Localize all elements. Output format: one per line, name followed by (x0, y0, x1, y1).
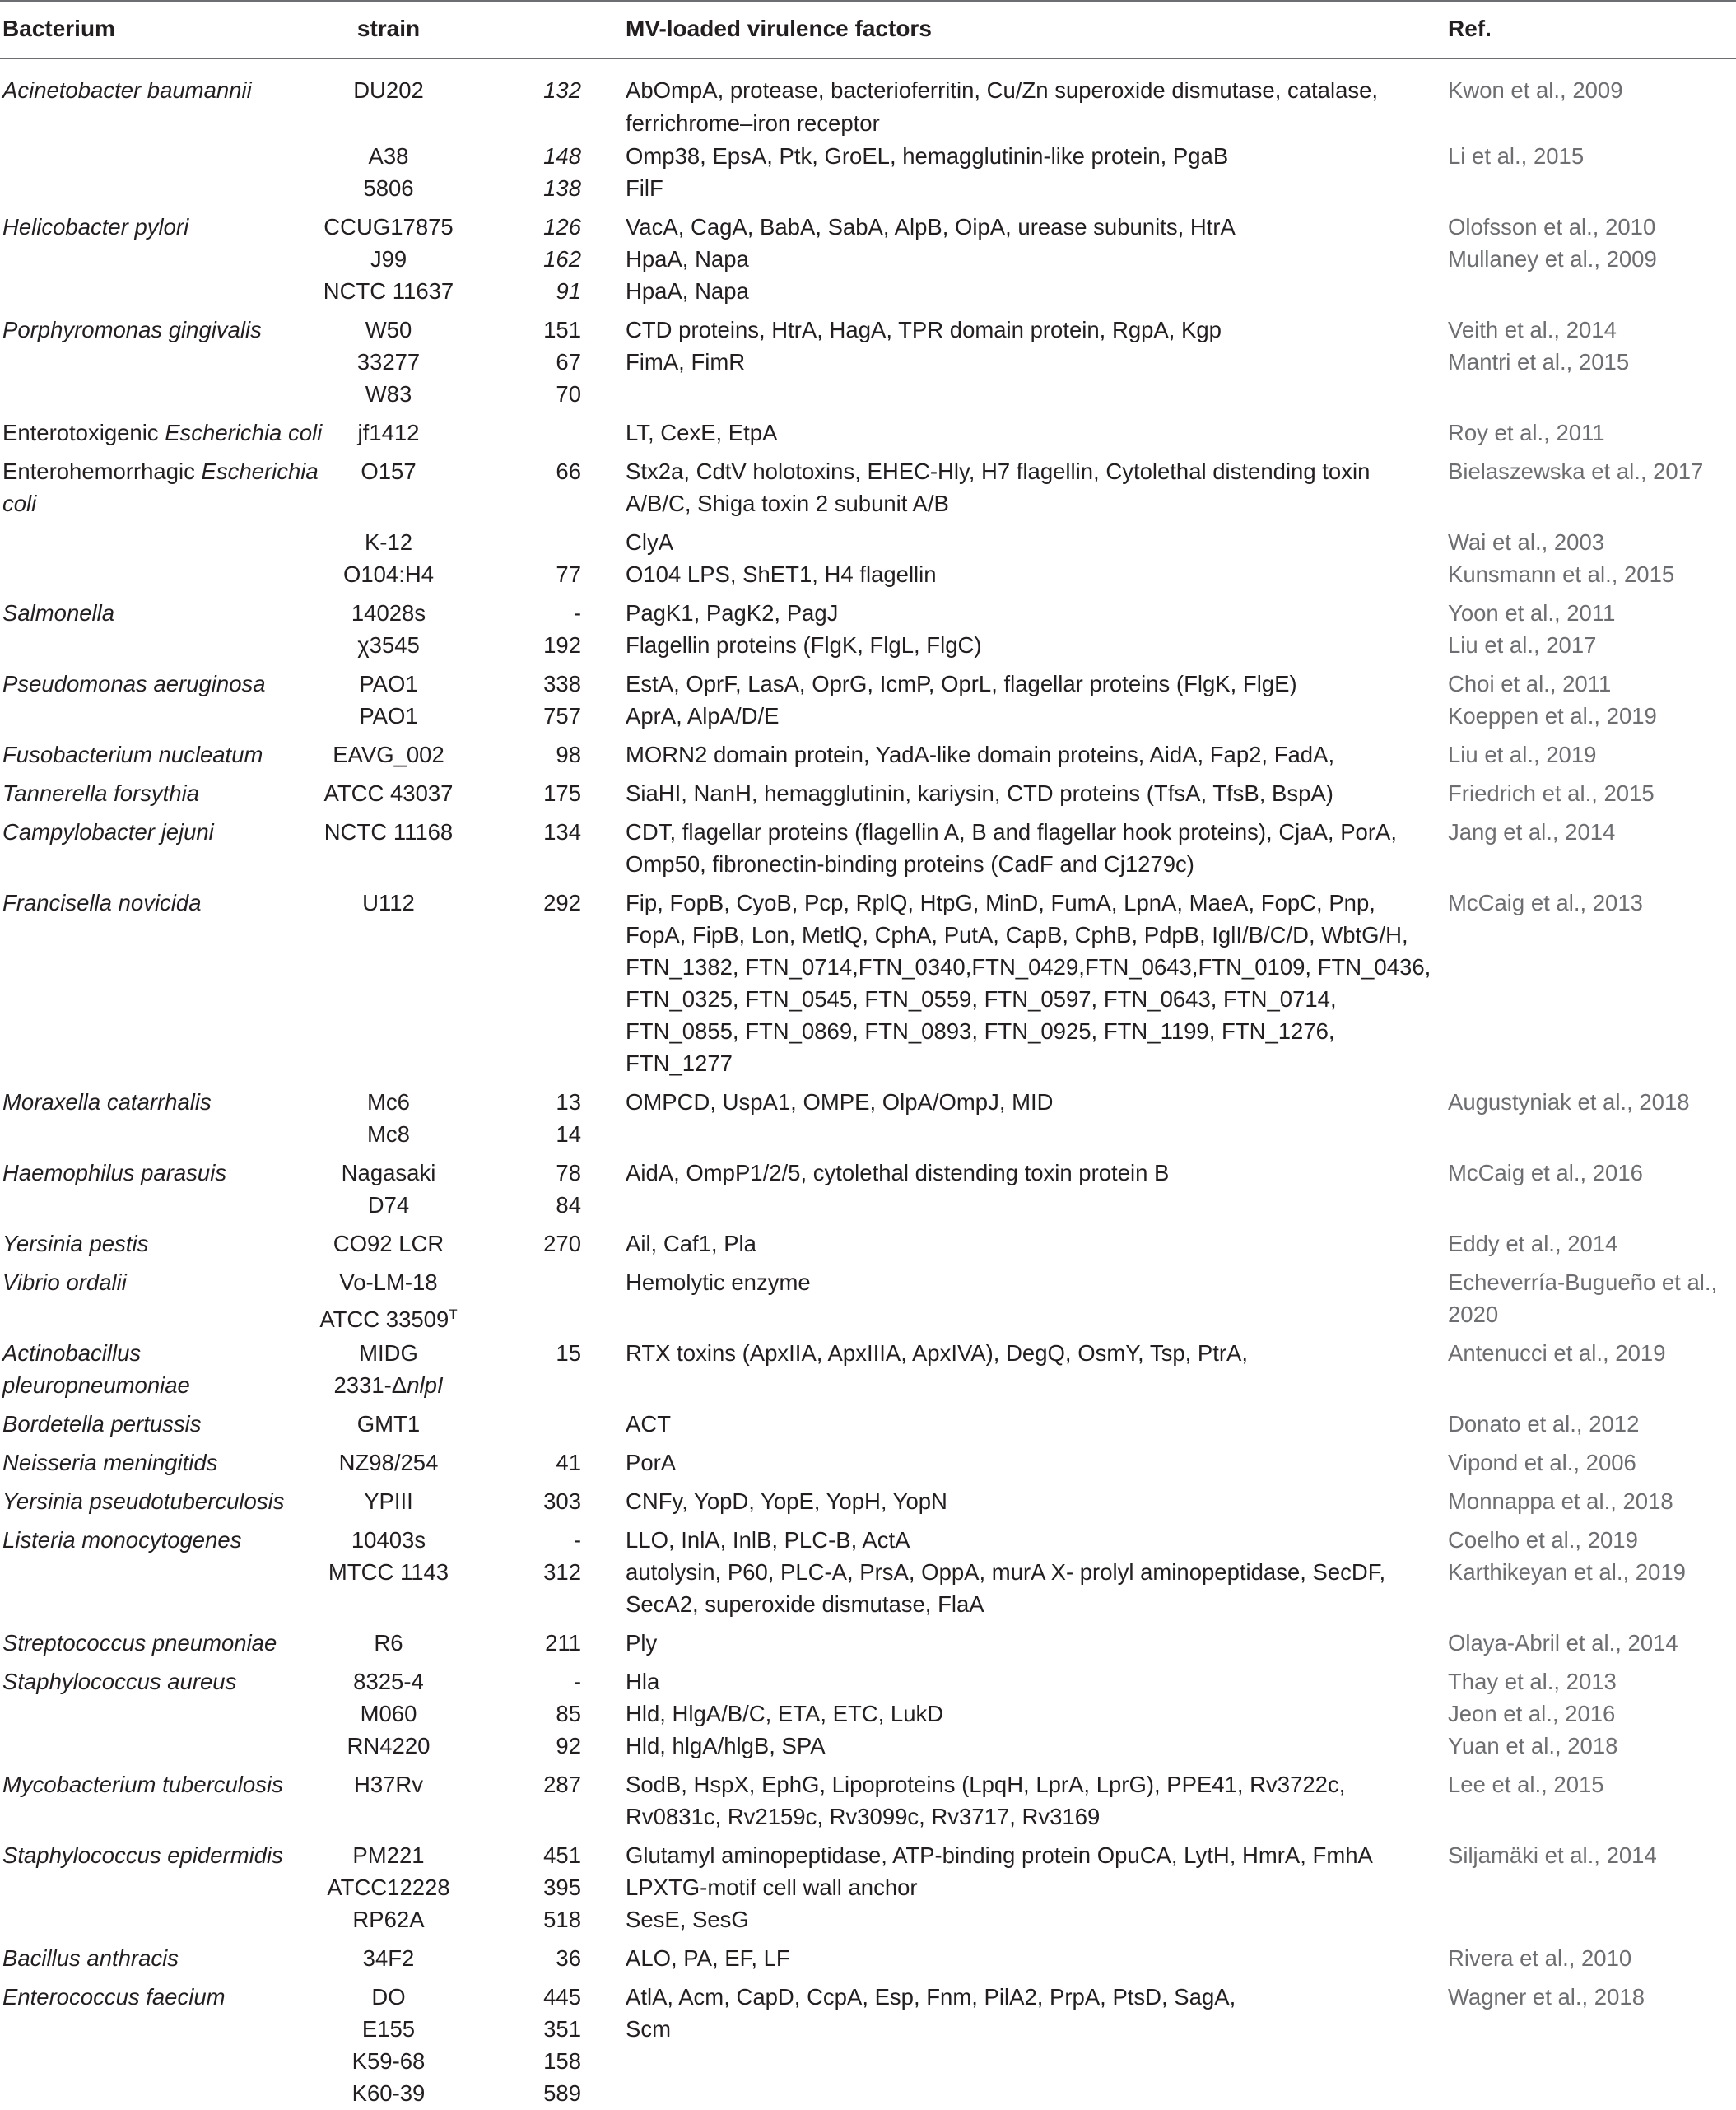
virulence-factors-cell: CTD proteins, HtrA, HagA, TPR domain protein, RgpA, Kgp (626, 317, 1222, 342)
strain-name: Nagasaki (341, 1160, 436, 1185)
protein-count: 395 (543, 1875, 581, 1900)
strain-name: ATCC12228 (327, 1875, 450, 1900)
virulence-factors-cell: Hld, HlgA/B/C, ETA, ETC, LukD (626, 1701, 944, 1726)
virulence-factors-cell: AtlA, Acm, CapD, CcpA, Esp, Fnm, PilA2, PrpA, PtsD, SagA, (626, 1984, 1236, 2010)
strain-cell (269, 1118, 508, 1150)
bacterium-name: Escherichia coli (165, 420, 323, 445)
virulence-factors-cell: Omp38, EpsA, Ptk, GroEL, hemagglutinin-like protein, PgaB (626, 143, 1229, 169)
bacterium-name: Bacillus anthracis (2, 1945, 179, 1971)
top-rule (0, 0, 1736, 2)
virulence-factors-cell: HpaA, Napa (626, 278, 749, 304)
strain-cell (269, 1698, 508, 1730)
strain-cell (269, 629, 508, 661)
bacterium-cell (2, 738, 263, 771)
strain-superscript: T (449, 1307, 458, 1322)
protein-count: 36 (556, 1945, 581, 1971)
protein-count: - (573, 600, 581, 626)
strain-cell (269, 74, 508, 106)
strain-name: Vo-LM-18 (339, 1269, 438, 1295)
virulence-factors-cell: Fip, FopB, CyoB, Pcp, RplQ, HtpG, MinD, FumA, LpnA, MaeA, FopC, Pnp, (626, 890, 1375, 915)
protein-count: 78 (556, 1160, 581, 1185)
reference-cell: Friedrich et al., 2015 (1448, 780, 1655, 806)
strain-name: A38 (368, 143, 409, 169)
reference-cell: Jang et al., 2014 (1448, 819, 1616, 845)
bacterium-cell (2, 211, 188, 243)
virulence-factors-cell: PagK1, PagK2, PagJ (626, 600, 839, 626)
protein-count: 192 (543, 632, 581, 658)
bacterium-name: Staphylococcus aureus (2, 1669, 237, 1694)
bacterium-cell (2, 1768, 283, 1800)
bacterium-name: Listeria monocytogenes (2, 1527, 242, 1553)
protein-count: 132 (543, 77, 581, 103)
strain-name: GMT1 (356, 1411, 421, 1437)
virulence-factors-cell: A/B/C, Shiga toxin 2 subunit A/B (626, 491, 949, 516)
virulence-factors-cell: FTN_0855, FTN_0869, FTN_0893, FTN_0925, FTN_1199, FTN_1276, (626, 1018, 1335, 1044)
strain-name: W83 (365, 381, 412, 407)
virulence-factors-cell: Ply (626, 1630, 658, 1656)
strain-cell (269, 1337, 508, 1369)
virulence-factors-cell: ALO, PA, EF, LF (626, 1945, 790, 1971)
bacterium-cell (2, 777, 199, 809)
virulence-factors-cell: PorA (626, 1450, 677, 1475)
strain-cell (269, 455, 508, 487)
strain-name: M060 (360, 1701, 417, 1726)
protein-count: 138 (543, 175, 581, 201)
strain-name: 5806 (363, 175, 414, 201)
protein-count: - (573, 1527, 581, 1553)
protein-count: 148 (543, 143, 581, 169)
virulence-factors-cell: O104 LPS, ShET1, H4 flagellin (626, 561, 937, 587)
bacterium-cell (2, 74, 252, 106)
reference-cell: Eddy et al., 2014 (1448, 1231, 1618, 1256)
strain-name: 8325-4 (353, 1669, 424, 1694)
reference-cell: Monnappa et al., 2018 (1448, 1488, 1673, 1514)
bacterium-name: Yersinia pestis (2, 1231, 149, 1256)
strain-cell (269, 1446, 508, 1479)
virulence-factors-cell: RTX toxins (ApxIIA, ApxIIIA, ApxIVA), DegQ, OsmY, Tsp, PtrA, (626, 1340, 1249, 1366)
strain-name: DU202 (353, 77, 424, 103)
bacterium-cell (2, 1665, 236, 1698)
bacterium-cell (2, 1157, 226, 1189)
header-strain: strain (356, 16, 421, 41)
protein-count: 338 (543, 671, 581, 696)
strain-cell (269, 1942, 508, 1974)
strain-name: jf1412 (357, 420, 420, 445)
bacterium-cell (2, 1227, 148, 1260)
bacterium-name: Enterococcus faecium (2, 1984, 226, 2010)
bacterium-name: pleuropneumoniae (2, 1372, 190, 1398)
reference-cell: Kunsmann et al., 2015 (1448, 561, 1675, 587)
reference-cell: Vipond et al., 2006 (1448, 1450, 1636, 1475)
strain-name: χ3545 (357, 632, 420, 658)
strain-name: CO92 LCR (333, 1231, 444, 1256)
protein-count: 66 (556, 459, 581, 484)
reference-cell: Rivera et al., 2010 (1448, 1945, 1632, 1971)
strain-cell (269, 346, 508, 378)
protein-count: 13 (556, 1089, 581, 1115)
bacterium-name: Haemophilus parasuis (2, 1160, 227, 1185)
strain-name: CCUG17875 (323, 214, 454, 240)
protein-count: 84 (556, 1192, 581, 1218)
protein-count: 757 (543, 703, 581, 729)
protein-count: 175 (543, 780, 581, 806)
strain-cell (269, 1369, 508, 1401)
reference-cell: Karthikeyan et al., 2019 (1448, 1559, 1686, 1585)
protein-count: 77 (556, 561, 581, 587)
strain-cell (269, 1839, 508, 1871)
protein-count: 351 (543, 2016, 581, 2042)
bacterium-prefix: Enterohemorrhagic (2, 459, 202, 484)
virulence-factors-cell: LLO, InlA, InlB, PLC-B, ActA (626, 1527, 910, 1553)
bacterium-cell (2, 1627, 277, 1659)
reference-cell: 2020 (1448, 1302, 1499, 1327)
bacterium-name: Campylobacter jejuni (2, 819, 214, 845)
strain-name: D74 (367, 1192, 410, 1218)
strain-name: ATCC 43037 (323, 780, 454, 806)
strain-cell (269, 1730, 508, 1762)
strain-cell (269, 1485, 508, 1517)
header-virulence-factors: MV-loaded virulence factors (626, 16, 932, 41)
strain-name: J99 (370, 246, 407, 272)
bacterium-name: Vibrio ordalii (2, 1269, 127, 1295)
bacterium-cell (2, 887, 202, 919)
reference-cell: Echeverría-Bugueño et al., (1448, 1269, 1718, 1295)
virulence-factors-cell: SecA2, superoxide dismutase, FlaA (626, 1591, 984, 1617)
bacterium-name: Escherichia (201, 459, 319, 484)
reference-cell: Li et al., 2015 (1448, 143, 1585, 169)
reference-cell: Veith et al., 2014 (1448, 317, 1617, 342)
bacterium-cell (2, 1337, 141, 1369)
strain-name: O157 (361, 459, 417, 484)
reference-cell: Augustyniak et al., 2018 (1448, 1089, 1690, 1115)
virulence-factors-cell: Flagellin proteins (FlgK, FlgL, FlgC) (626, 632, 982, 658)
reference-cell: Antenucci et al., 2019 (1448, 1340, 1666, 1366)
strain-name: K60-39 (351, 2080, 426, 2106)
virulence-factors-cell: LPXTG-motif cell wall anchor (626, 1875, 918, 1900)
strain-cell (269, 1524, 508, 1556)
protein-count: 92 (556, 1733, 581, 1758)
strain-name: K59-68 (351, 2048, 426, 2074)
strain-name: RP62A (352, 1907, 425, 1932)
strain-name: PM221 (352, 1842, 425, 1868)
protein-count: 70 (556, 381, 581, 407)
reference-cell: Yuan et al., 2018 (1448, 1733, 1618, 1758)
virulence-factors-cell: CNFy, YopD, YopE, YopH, YopN (626, 1488, 947, 1514)
protein-count: 14 (556, 1121, 581, 1147)
strain-cell (269, 558, 508, 590)
virulence-factors-cell: Rv0831c, Rv2159c, Rv3099c, Rv3717, Rv3169 (626, 1804, 1101, 1829)
reference-cell: Kwon et al., 2009 (1448, 77, 1623, 103)
strain-cell (269, 1189, 508, 1221)
virulence-factors-cell: FilF (626, 175, 663, 201)
protein-count: 303 (543, 1488, 581, 1514)
protein-count: 67 (556, 349, 581, 375)
bacterium-name: Moraxella catarrhalis (2, 1089, 212, 1115)
bacterium-name: coli (2, 491, 37, 516)
strain-cell (269, 887, 508, 919)
virulence-factors-cell: Stx2a, CdtV holotoxins, EHEC-Hly, H7 flagellin, Cytolethal distending toxin (626, 459, 1371, 484)
virulence-factors-cell: SiaHI, NanH, hemagglutinin, kariysin, CTD proteins (TfsA, TfsB, BspA) (626, 780, 1333, 806)
strain-name: U112 (362, 890, 415, 915)
strain-name: H37Rv (353, 1772, 424, 1797)
bacterium-name: Neisseria meningitids (2, 1450, 218, 1475)
strain-name: E155 (361, 2016, 416, 2042)
strain-cell (269, 1298, 508, 1335)
protein-count: 158 (543, 2048, 581, 2074)
strain-cell (269, 700, 508, 732)
strain-cell (269, 378, 508, 410)
bacterium-prefix: Enterotoxigenic (2, 420, 165, 445)
bacterium-name: Helicobacter pylori (2, 214, 189, 240)
strain-cell (269, 417, 508, 449)
strain-name: MIDG (359, 1340, 418, 1366)
protein-count: 518 (543, 1907, 581, 1932)
protein-count: 445 (543, 1984, 581, 2010)
reference-cell: McCaig et al., 2013 (1448, 890, 1643, 915)
virulence-factors-cell: AbOmpA, protease, bacterioferritin, Cu/Zn superoxide dismutase, catalase, (626, 77, 1379, 103)
virulence-factors-cell: FTN_1382, FTN_0714,FTN_0340,FTN_0429,FTN_0643,FTN_0109, FTN_0436, (626, 954, 1431, 980)
protein-count: 41 (556, 1450, 581, 1475)
strain-name: Mc8 (367, 1121, 410, 1147)
bacterium-name: Yersinia pseudotuberculosis (2, 1488, 285, 1514)
strain-name: NCTC 11637 (323, 278, 454, 304)
strain-name: Mc6 (367, 1089, 410, 1115)
strain-name: O104:H4 (342, 561, 435, 587)
strain-cell (269, 1665, 508, 1698)
header-bacterium: Bacterium (2, 16, 115, 41)
protein-count: 589 (543, 2080, 581, 2106)
strain-name: 10403s (351, 1527, 426, 1553)
strain-name: PAO1 (359, 703, 418, 729)
protein-count: 15 (556, 1340, 581, 1366)
strain-cell (269, 1981, 508, 2013)
strain-name: NCTC 11168 (323, 819, 454, 845)
protein-count: 126 (543, 214, 581, 240)
strain-name: EAVG_002 (333, 742, 444, 767)
strain-cell (269, 140, 508, 172)
virulence-factors-cell: ferrichrome–iron receptor (626, 110, 880, 136)
strain-name: R6 (374, 1630, 403, 1656)
bacterium-cell (2, 1485, 284, 1517)
virulence-factors-cell: Glutamyl aminopeptidase, ATP-binding protein OpuCA, LytH, HmrA, FmhA (626, 1842, 1373, 1868)
strain-cell (269, 816, 508, 848)
reference-cell: Choi et al., 2011 (1448, 671, 1612, 696)
protein-count: 85 (556, 1701, 581, 1726)
strain-cell (269, 275, 508, 307)
virulence-factors-cell: ACT (626, 1411, 671, 1437)
reference-cell: Liu et al., 2019 (1448, 742, 1597, 767)
virulence-factors-cell: SesE, SesG (626, 1907, 749, 1932)
strain-cell (269, 1408, 508, 1440)
virulence-factors-cell: autolysin, P60, PLC-A, PrsA, OppA, murA X- prolyl aminopeptidase, SecDF, (626, 1559, 1386, 1585)
strain-cell (269, 1227, 508, 1260)
virulence-factors-cell: Hemolytic enzyme (626, 1269, 811, 1295)
reference-cell: Siljamäki et al., 2014 (1448, 1842, 1657, 1868)
bacterium-name: Porphyromonas gingivalis (2, 317, 262, 342)
bacterium-name: Streptococcus pneumoniae (2, 1630, 277, 1656)
strain-cell (269, 1086, 508, 1118)
virulence-factors-cell: EstA, OprF, LasA, OprG, IcmP, OprL, flagellar proteins (FlgK, FlgE) (626, 671, 1297, 696)
strain-cell (269, 1627, 508, 1659)
reference-cell: Wai et al., 2003 (1448, 529, 1605, 555)
strain-cell (269, 211, 508, 243)
header-reference: Ref. (1448, 16, 1492, 41)
protein-count: 312 (543, 1559, 581, 1585)
virulence-factors-cell: CDT, flagellar proteins (flagellin A, B and flagellar hook proteins), CjaA, PorA, (626, 819, 1397, 845)
strain-cell (269, 1266, 508, 1298)
reference-cell: Lee et al., 2015 (1448, 1772, 1604, 1797)
bacterium-name: Tannerella forsythia (2, 780, 199, 806)
reference-cell: Bielaszewska et al., 2017 (1448, 459, 1704, 484)
virulence-factors-cell: Ail, Caf1, Pla (626, 1231, 756, 1256)
bacterium-cell (2, 314, 262, 346)
strain-name: 14028s (351, 600, 426, 626)
strain-cell (269, 1871, 508, 1903)
protein-count: 211 (545, 1630, 581, 1656)
strain-cell (269, 738, 508, 771)
strain-name: YPIII (364, 1488, 413, 1514)
strain-name: 2331-Δ (333, 1372, 407, 1398)
virulence-factors-cell: LT, CexE, EtpA (626, 420, 778, 445)
virulence-factors-cell: FTN_0325, FTN_0545, FTN_0559, FTN_0597, FTN_0643, FTN_0714, (626, 986, 1337, 1012)
strain-cell (269, 1903, 508, 1935)
bacterium-cell (2, 1408, 202, 1440)
strain-cell (269, 597, 508, 629)
strain-cell (269, 172, 508, 204)
strain-cell (269, 2077, 508, 2109)
reference-cell: Wagner et al., 2018 (1448, 1984, 1645, 2010)
strain-name: MTCC 1143 (328, 1559, 449, 1585)
virulence-factors-cell: FopA, FipB, Lon, MetlQ, CphA, PutA, CapB, CphB, PdpB, IglI/B/C/D, WbtG/H, (626, 922, 1408, 948)
strain-name: K-12 (364, 529, 413, 555)
reference-cell: Coelho et al., 2019 (1448, 1527, 1638, 1553)
reference-cell: Olaya-Abril et al., 2014 (1448, 1630, 1678, 1656)
reference-cell: Thay et al., 2013 (1448, 1669, 1617, 1694)
reference-cell: McCaig et al., 2016 (1448, 1160, 1643, 1185)
bacterium-name: Bordetella pertussis (2, 1411, 202, 1437)
bacterium-cell (2, 1446, 217, 1479)
virulence-factors-cell: VacA, CagA, BabA, SabA, AlpB, OipA, urease subunits, HtrA (626, 214, 1236, 240)
virulence-factors-cell: MORN2 domain protein, YadA-like domain proteins, AidA, Fap2, FadA, (626, 742, 1335, 767)
virulence-factors-cell: Scm (626, 2016, 671, 2042)
strain-cell (269, 1768, 508, 1800)
reference-cell: Olofsson et al., 2010 (1448, 214, 1656, 240)
bacterium-name: Fusobacterium nucleatum (2, 742, 263, 767)
virulence-factors-cell: AidA, OmpP1/2/5, cytolethal distending toxin protein B (626, 1160, 1170, 1185)
virulence-factors-cell: AprA, AlpA/D/E (626, 703, 780, 729)
strain-cell (269, 668, 508, 700)
strain-cell (269, 314, 508, 346)
bacterium-cell (2, 1524, 241, 1556)
protein-count: 151 (543, 317, 581, 342)
protein-count: 98 (556, 742, 581, 767)
bacterium-cell (2, 1839, 283, 1871)
strain-name: 33277 (356, 349, 421, 375)
header-rule (0, 58, 1736, 59)
reference-cell: Mantri et al., 2015 (1448, 349, 1630, 375)
bacterium-name: Salmonella (2, 600, 115, 626)
strain-cell (269, 243, 508, 275)
strain-name: PAO1 (359, 671, 418, 696)
virulence-factors-cell: OMPCD, UspA1, OMPE, OlpA/OmpJ, MID (626, 1089, 1054, 1115)
strain-name: ATCC 33509 (319, 1307, 449, 1333)
strain-cell (269, 1157, 508, 1189)
protein-count: 270 (543, 1231, 581, 1256)
bacterium-cell (2, 1369, 190, 1401)
bacterium-name: Pseudomonas aeruginosa (2, 671, 266, 696)
bacterium-name: Actinobacillus (2, 1340, 142, 1366)
virulence-factors-cell: SodB, HspX, EphG, Lipoproteins (LpqH, LprA, LprG), PPE41, Rv3722c, (626, 1772, 1346, 1797)
reference-cell: Jeon et al., 2016 (1448, 1701, 1616, 1726)
protein-count: 451 (543, 1842, 581, 1868)
virulence-factors-cell: HpaA, Napa (626, 246, 749, 272)
reference-cell: Roy et al., 2011 (1448, 420, 1605, 445)
virulence-factors-cell: Hld, hlgA/hlgB, SPA (626, 1733, 826, 1758)
bacterium-cell (2, 816, 214, 848)
protein-count: 162 (543, 246, 581, 272)
protein-count: 134 (543, 819, 581, 845)
bacterium-name: Mycobacterium tuberculosis (2, 1772, 283, 1797)
bacterium-cell (2, 1981, 226, 2013)
strain-cell (269, 526, 508, 558)
reference-cell: Yoon et al., 2011 (1448, 600, 1616, 626)
virulence-factors-cell: FimA, FimR (626, 349, 746, 375)
strain-cell (269, 2045, 508, 2077)
strain-cell (269, 777, 508, 809)
bacterium-cell (2, 1266, 127, 1298)
bacterium-cell (2, 668, 266, 700)
protein-count: 287 (543, 1772, 581, 1797)
strain-cell (269, 1556, 508, 1588)
strain-cell (269, 2013, 508, 2045)
strain-name: RN4220 (347, 1733, 431, 1758)
reference-cell: Donato et al., 2012 (1448, 1411, 1640, 1437)
bacterium-name: Francisella novicida (2, 890, 202, 915)
bacterium-cell (2, 1086, 212, 1118)
bacterium-name: Acinetobacter baumannii (2, 77, 252, 103)
virulence-factors-cell: FTN_1277 (626, 1050, 733, 1076)
protein-count: 91 (556, 278, 581, 304)
strain-name: DO (371, 1984, 406, 2010)
strain-name: 34F2 (362, 1945, 415, 1971)
protein-count: 292 (543, 890, 581, 915)
strain-name: W50 (365, 317, 412, 342)
strain-suffix: nlpI (407, 1372, 444, 1398)
reference-cell: Liu et al., 2017 (1448, 632, 1597, 658)
bacterium-name: Staphylococcus epidermidis (2, 1842, 283, 1868)
bacterium-cell (2, 487, 36, 519)
bacterium-cell (2, 1942, 179, 1974)
virulence-factors-cell: Omp50, fibronectin-binding proteins (CadF and Cj1279c) (626, 851, 1194, 877)
strain-name: NZ98/254 (338, 1450, 439, 1475)
bacterium-cell (2, 597, 114, 629)
protein-count: - (573, 1669, 581, 1694)
virulence-factors-cell: ClyA (626, 529, 674, 555)
reference-cell: Koeppen et al., 2019 (1448, 703, 1657, 729)
reference-cell: Mullaney et al., 2009 (1448, 246, 1657, 272)
virulence-factors-cell: Hla (626, 1669, 660, 1694)
